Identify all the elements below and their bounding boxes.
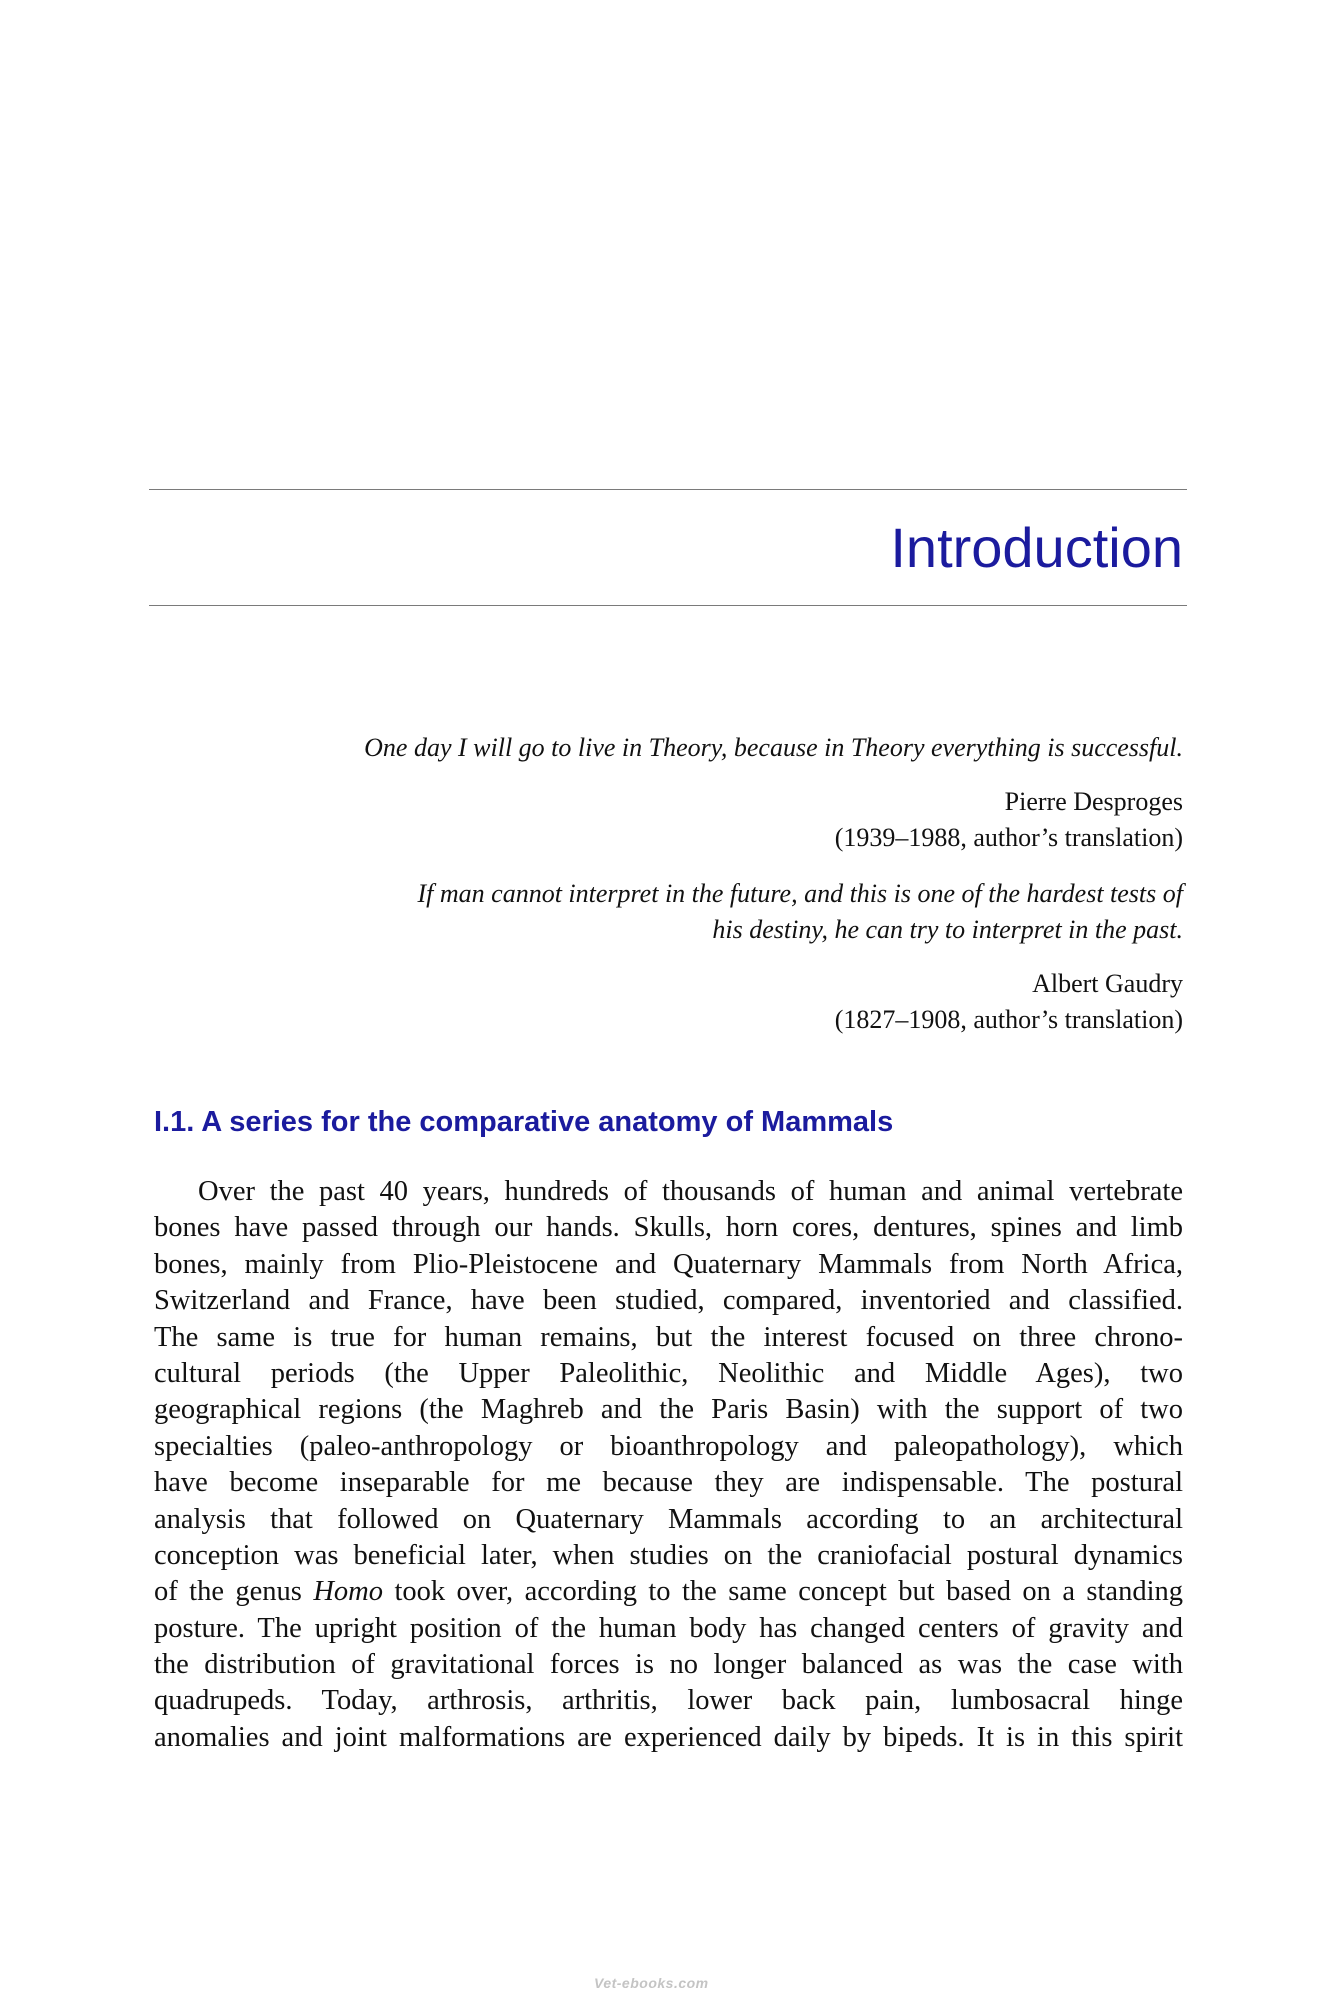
paragraph-line: Switzerland and France, have been studied, compared, inventoried and classified. [154,1285,1183,1317]
genus-name-italic: Homo [313,1576,384,1608]
paragraph-line-start: of the genus [154,1576,314,1608]
paragraph-line: cultural periods (the Upper Paleolithic, Neolithic and Middle Ages), two [154,1357,1183,1389]
epigraph-source: (1939–1988, author’s translation) [834,823,1183,852]
chapter-bottom-rule [149,605,1187,606]
paragraph-line: analysis that followed on Quaternary Mammals according to an architectural [154,1503,1183,1535]
section-heading: I.1. A series for the comparative anatomy of Mammals [154,1106,894,1138]
epigraph-source: (1827–1908, author’s translation) [834,1005,1183,1034]
epigraph-quote-1 [364,730,1183,766]
paragraph-line: specialties (paleo-anthropology or bioanthropology and paleopathology), which [154,1430,1183,1462]
paragraph-line: posture. The upright position of the human body has changed centers of gravity and [154,1612,1183,1644]
paragraph-line: conception was beneficial later, when studies on the craniofacial postural dynamics [154,1539,1183,1571]
paragraph-line-with-italic [154,1574,1183,1610]
paragraph-line: quadrupeds. Today, arthrosis, arthritis, lower back pain, lumbosacral hinge [154,1685,1183,1717]
epigraph-author: Pierre Desproges [1004,787,1183,816]
epigraph-author: Albert Gaudry [1032,969,1183,998]
chapter-title: Introduction [890,516,1183,579]
paragraph-line: geographical regions (the Maghreb and the Paris Basin) with the support of two [154,1394,1183,1426]
epigraph-quote-line: his destiny, he can try to interpret in the past. [712,915,1183,944]
paragraph-line: bones have passed through our hands. Skulls, horn cores, dentures, spines and limb [154,1212,1183,1244]
epigraph-attribution-1 [835,784,1183,856]
epigraph-quote-2 [418,876,1184,948]
paragraph-line: anomalies and joint malformations are experienced daily by bipeds. It is in this spirit [154,1721,1183,1753]
epigraph-quote-line: If man cannot interpret in the future, and this is one of the hardest tests of [417,879,1183,908]
watermark-logo: Vet-ebooks.com [594,1975,709,1991]
paragraph-line: the distribution of gravitational forces is no longer balanced as was the case with [154,1649,1183,1681]
epigraph-quote-line: One day I will go to live in Theory, because in Theory everything is successful. [364,733,1183,762]
paragraph-line: Over the past 40 years, hundreds of thousands of human and animal vertebrate [198,1176,1183,1207]
chapter-top-rule [149,489,1187,490]
body-paragraph [154,1174,1183,1756]
epigraph-attribution-2 [835,966,1183,1038]
paragraph-line-end: took over, according to the same concept but based on a standing [383,1576,1183,1608]
paragraph-line: have become inseparable for me because they are indispensable. The postural [154,1467,1183,1499]
paragraph-line: The same is true for human remains, but the interest focused on three chrono- [154,1321,1183,1353]
paragraph-line: bones, mainly from Plio-Pleistocene and Quaternary Mammals from North Africa, [154,1248,1183,1280]
